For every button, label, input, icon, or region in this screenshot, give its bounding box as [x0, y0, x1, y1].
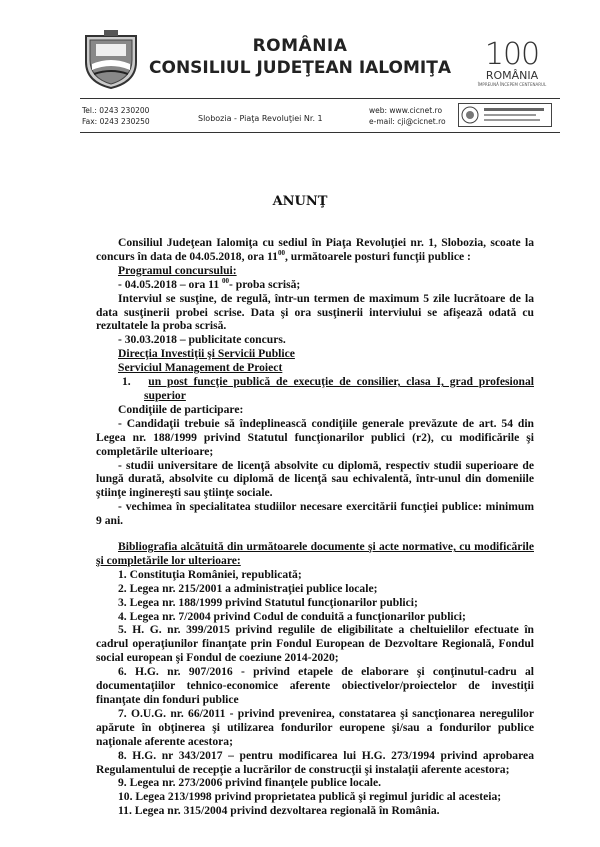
address: Slobozia - Piaţa Revoluţiei Nr. 1: [198, 114, 323, 123]
condition-item: - Candidaţii trebuie să îndeplinească condiţiile generale prevăzute de art. 54 din Legea nr. 188/1999 privind Statutul funcţionarilor publici (r2), cu modificările şi completările ulterioare;: [96, 416, 534, 458]
certification-stamp-icon: [458, 103, 552, 127]
document-title: ANUNŢ: [272, 194, 328, 209]
bibliography-heading: Bibliografia alcătuită din următoarele documente şi acte normative, cu modificările şi completările lor ulterioare:: [96, 540, 534, 567]
header-bottom-divider: [80, 132, 560, 133]
bibliography-item: 9. Legea nr. 273/2006 privind finanţele publice locale.: [118, 776, 382, 790]
email: e-mail: cji@cicnet.ro: [369, 117, 446, 126]
bibliography-item: 5. H. G. nr. 399/2015 privind regulile de eligibilitate a cheltuielilor efectuate în cadrul operaţiunilor finanţate prin Fondul European de Dezvoltare Regională, Fondul social european şi Fondul de coeziune 2014-2020;: [96, 623, 534, 665]
website: web: www.cicnet.ro: [369, 106, 443, 115]
interview-paragraph: Interviul se susţine, de regulă, într-un termen de maximum 5 zile lucrătoare de la data susţinerii probei scrise. Data şi ora susţinerii interviului se afişează odată cu rezultatele la proba scrisă.: [96, 291, 534, 333]
publish-line: - 30.03.2018 – publicitate concurs.: [118, 333, 286, 347]
council-heading: CONSILIUL JUDEŢEAN IALOMIŢA: [149, 58, 451, 78]
header-divider: [80, 98, 560, 99]
service-line: Serviciul Management de Proiect: [118, 361, 283, 375]
conditions-heading: Condiţiile de participare:: [118, 402, 244, 416]
logo-tagline: ÎMPREUNĂ ÎNCEPEM CENTENARUL: [477, 82, 547, 87]
bibliography-item: 4. Legea nr. 7/2004 privind Codul de conduită a funcţionarilor publici;: [118, 609, 466, 623]
bibliography-item: 11. Legea nr. 315/2004 privind dezvoltarea regională în România.: [118, 804, 440, 818]
phone-block: [82, 105, 150, 127]
intro-paragraph: Consiliul Judeţean Ialomiţa cu sediul în Piaţa Revoluţiei nr. 1, Slobozia, scoate la concurs în data de 04.05.2018, ora $11^{00}$, următoarele posturi funcţii publice :: [96, 236, 534, 263]
directorate-line: Direcţia Investiţii şi Servicii Publice: [118, 347, 295, 361]
program-heading: Programul concursului:: [118, 263, 237, 277]
bibliography-item: 8. H.G. nr 343/2017 – pentru modificarea lui H.G. 273/1994 privind aprobarea Regulamentului de recepţie a lucrărilor de construcţii şi instalaţii aferente acestora;: [96, 748, 534, 776]
bibliography-item: 1. Constituţia României, republicată;: [118, 567, 302, 581]
bibliography-item: 2. Legea nr. 215/2001 a administraţiei publice locale;: [118, 581, 378, 595]
post-line: 1. un post funcţie publică de execuţie de consilier, clasa I, grad profesional superior: [122, 375, 534, 402]
bibliography-item: 7. O.U.G. nr. 66/2011 - privind prevenirea, constatarea şi sancţionarea neregulilor apărute în obţinerea şi utilizarea fondurilor europene şi/sau a fondurilor publice naţionale aferente acestora;: [96, 706, 534, 748]
document-body: [96, 236, 534, 818]
centenary-logo: [462, 37, 562, 87]
condition-item: - vechimea în specialitatea studiilor necesare exercitării funcţiei publice: minimum 9 ani.: [96, 500, 534, 528]
bibliography-item: 10. Legea 213/1998 privind proprietatea publică şi regimul juridic al acesteia;: [118, 790, 502, 804]
condition-item: - studii universitare de licenţă absolvite cu diplomă, respectiv studii superioare de lungă durată, absolvite cu diplomă de licenţă sau echivalentă, într-unul din domeniile ştiinţe inginereşti sau ştiinţe sociale.: [96, 458, 534, 500]
country-heading: ROMÂNIA: [252, 36, 348, 56]
fax-number: Fax: 0243 230250: [82, 117, 150, 126]
program-line: - 04.05.2018 – ora 11 $^{00}$- proba scrisă;: [118, 276, 301, 291]
web-block: [369, 105, 446, 127]
bibliography-item: 6. H.G. nr. 907/2016 - privind etapele de elaborare şi conţinutul-cadru al documentaţiilor tehnico-economice aferente obiectivelor/proiectelor de investiţii finanţate din fonduri publice: [96, 665, 534, 706]
phone-number: Tel.: 0243 230200: [82, 106, 150, 115]
logo-number: 100: [484, 37, 540, 72]
logo-country: ROMÂNIA: [485, 69, 539, 82]
bibliography-item: 3. Legea nr. 188/1999 privind Statutul funcţionarilor publici;: [118, 595, 418, 609]
